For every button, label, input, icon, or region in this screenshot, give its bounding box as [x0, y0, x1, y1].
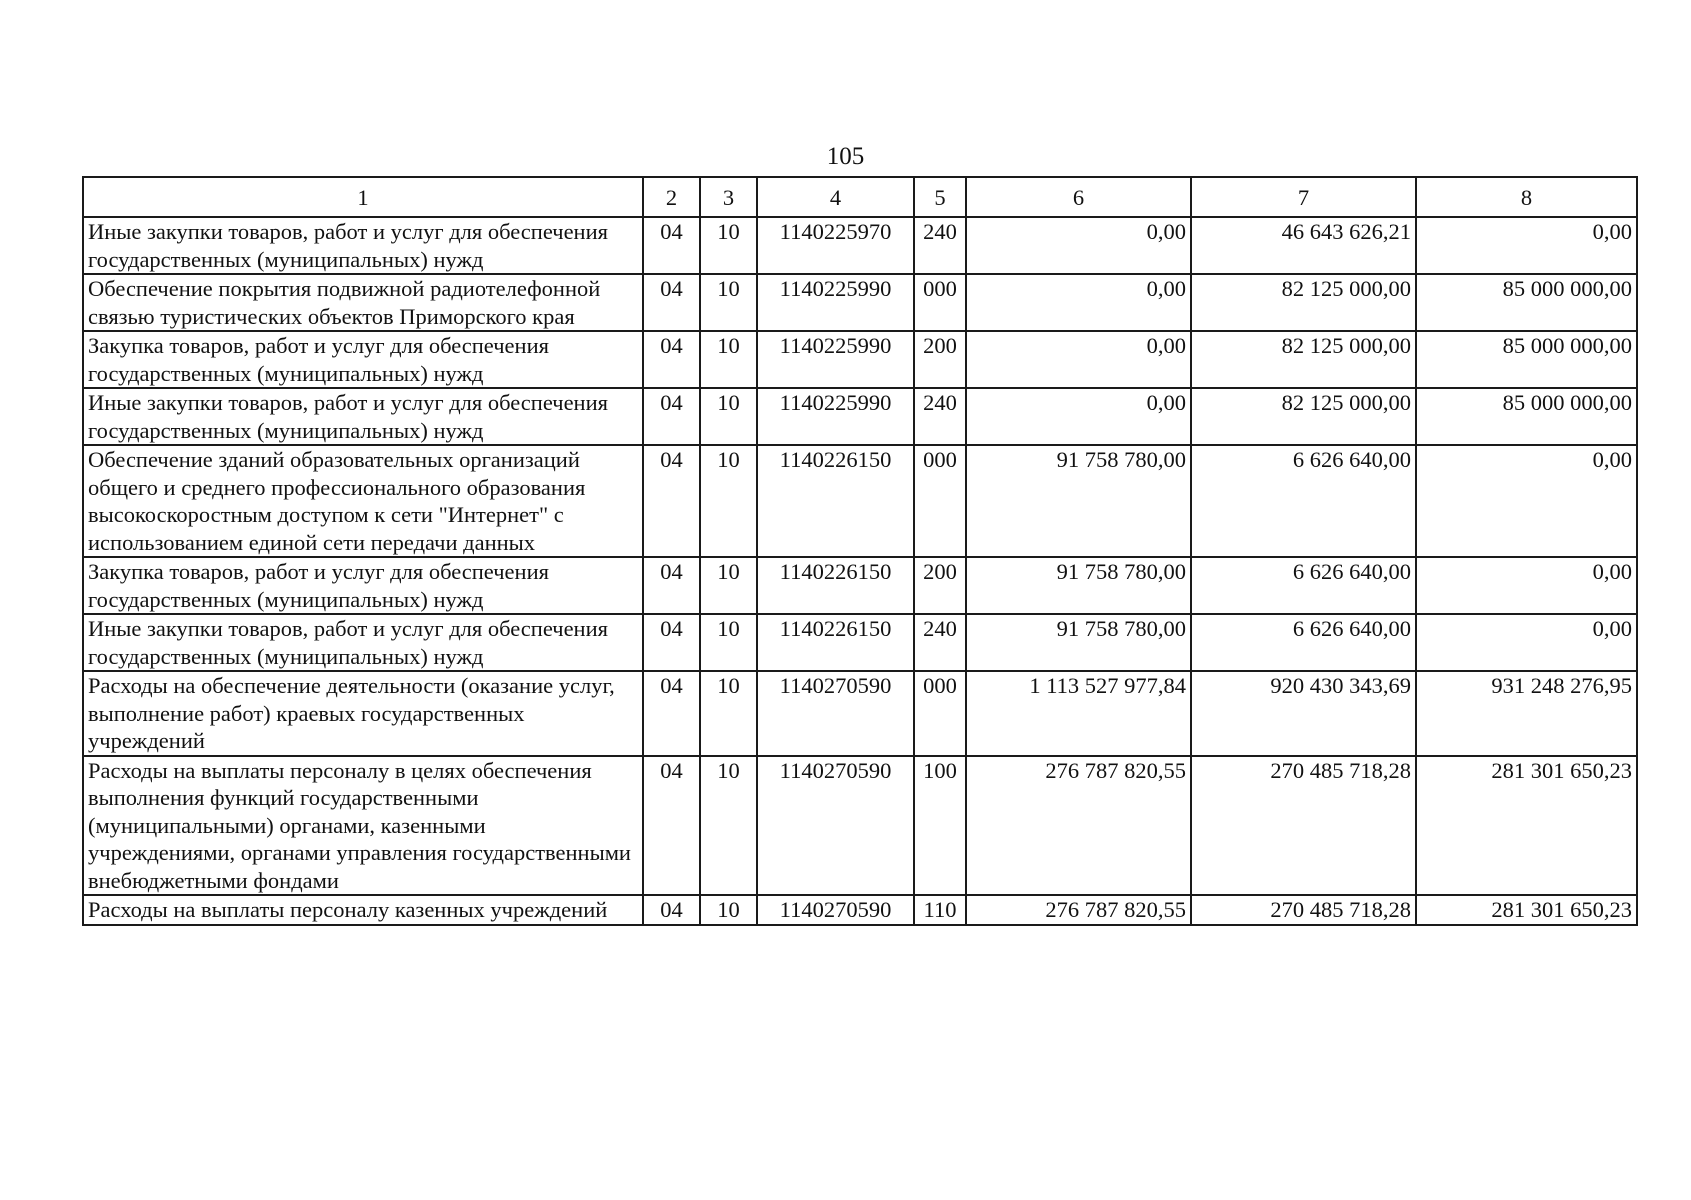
expense-type-code: 000 [914, 445, 966, 557]
amount-col-8: 0,00 [1416, 557, 1637, 614]
amount-col-6: 0,00 [966, 217, 1191, 274]
expense-type-code: 200 [914, 557, 966, 614]
target-code: 1140226150 [757, 557, 914, 614]
table-body [83, 217, 1637, 925]
amount-col-6: 276 787 820,55 [966, 895, 1191, 925]
subsection-code: 10 [700, 671, 757, 756]
target-code: 1140225970 [757, 217, 914, 274]
subsection-code: 10 [700, 756, 757, 896]
expense-type-code: 000 [914, 274, 966, 331]
section-code: 04 [643, 671, 700, 756]
expense-type-code: 000 [914, 671, 966, 756]
expense-name: Расходы на обеспечение деятельности (оказание услуг, выполнение работ) краевых государственных учреждений [83, 671, 643, 756]
subsection-code: 10 [700, 274, 757, 331]
section-code: 04 [643, 445, 700, 557]
header-row [83, 177, 1637, 217]
section-code: 04 [643, 756, 700, 896]
target-code: 1140225990 [757, 331, 914, 388]
budget-table [82, 176, 1638, 926]
amount-col-8: 0,00 [1416, 614, 1637, 671]
amount-col-6: 0,00 [966, 274, 1191, 331]
target-code: 1140226150 [757, 614, 914, 671]
table-row [83, 217, 1637, 274]
table-row [83, 671, 1637, 756]
header-col-1: 1 [83, 177, 643, 217]
expense-name: Закупка товаров, работ и услуг для обеспечения государственных (муниципальных) нужд [83, 331, 643, 388]
table-row [83, 557, 1637, 614]
expense-type-code: 200 [914, 331, 966, 388]
section-code: 04 [643, 614, 700, 671]
amount-col-7: 6 626 640,00 [1191, 445, 1416, 557]
amount-col-7: 46 643 626,21 [1191, 217, 1416, 274]
subsection-code: 10 [700, 445, 757, 557]
expense-name: Иные закупки товаров, работ и услуг для обеспечения государственных (муниципальных) нужд [83, 388, 643, 445]
amount-col-8: 85 000 000,00 [1416, 388, 1637, 445]
header-col-5: 5 [914, 177, 966, 217]
amount-col-8: 281 301 650,23 [1416, 895, 1637, 925]
target-code: 1140270590 [757, 895, 914, 925]
target-code: 1140226150 [757, 445, 914, 557]
header-col-6: 6 [966, 177, 1191, 217]
header-col-4: 4 [757, 177, 914, 217]
page-number: 105 [826, 143, 865, 170]
section-code: 04 [643, 895, 700, 925]
amount-col-8: 0,00 [1416, 217, 1637, 274]
header-col-2: 2 [643, 177, 700, 217]
expense-type-code: 110 [914, 895, 966, 925]
table-row [83, 756, 1637, 896]
expense-type-code: 100 [914, 756, 966, 896]
subsection-code: 10 [700, 331, 757, 388]
table-header [83, 177, 1637, 217]
amount-col-7: 270 485 718,28 [1191, 756, 1416, 896]
expense-name: Расходы на выплаты персоналу в целях обеспечения выполнения функций государственными (муниципальными) органами, казенными учреждениями, органами управления государственными внебюджетными фондами [83, 756, 643, 896]
amount-col-6: 91 758 780,00 [966, 445, 1191, 557]
section-code: 04 [643, 331, 700, 388]
amount-col-7: 6 626 640,00 [1191, 614, 1416, 671]
expense-name: Обеспечение зданий образовательных организаций общего и среднего профессионального образования высокоскоростным доступом к сети "Интернет" с использованием единой сети передачи данных [83, 445, 643, 557]
amount-col-8: 281 301 650,23 [1416, 756, 1637, 896]
header-col-3: 3 [700, 177, 757, 217]
amount-col-8: 931 248 276,95 [1416, 671, 1637, 756]
section-code: 04 [643, 388, 700, 445]
target-code: 1140225990 [757, 388, 914, 445]
section-code: 04 [643, 557, 700, 614]
table-row [83, 614, 1637, 671]
expense-type-code: 240 [914, 388, 966, 445]
amount-col-6: 0,00 [966, 331, 1191, 388]
section-code: 04 [643, 274, 700, 331]
subsection-code: 10 [700, 217, 757, 274]
amount-col-7: 82 125 000,00 [1191, 274, 1416, 331]
expense-name: Обеспечение покрытия подвижной радиотелефонной связью туристических объектов Приморского края [83, 274, 643, 331]
table-row [83, 274, 1637, 331]
section-code: 04 [643, 217, 700, 274]
header-col-7: 7 [1191, 177, 1416, 217]
subsection-code: 10 [700, 614, 757, 671]
expense-type-code: 240 [914, 217, 966, 274]
table-row [83, 331, 1637, 388]
table-row [83, 445, 1637, 557]
amount-col-6: 276 787 820,55 [966, 756, 1191, 896]
amount-col-6: 91 758 780,00 [966, 557, 1191, 614]
target-code: 1140225990 [757, 274, 914, 331]
amount-col-7: 82 125 000,00 [1191, 388, 1416, 445]
expense-name: Расходы на выплаты персоналу казенных учреждений [83, 895, 643, 925]
amount-col-7: 270 485 718,28 [1191, 895, 1416, 925]
amount-col-7: 920 430 343,69 [1191, 671, 1416, 756]
amount-col-7: 82 125 000,00 [1191, 331, 1416, 388]
subsection-code: 10 [700, 388, 757, 445]
amount-col-6: 0,00 [966, 388, 1191, 445]
amount-col-8: 0,00 [1416, 445, 1637, 557]
amount-col-6: 1 113 527 977,84 [966, 671, 1191, 756]
expense-name: Иные закупки товаров, работ и услуг для обеспечения государственных (муниципальных) нужд [83, 614, 643, 671]
amount-col-6: 91 758 780,00 [966, 614, 1191, 671]
header-col-8: 8 [1416, 177, 1637, 217]
expense-type-code: 240 [914, 614, 966, 671]
amount-col-7: 6 626 640,00 [1191, 557, 1416, 614]
amount-col-8: 85 000 000,00 [1416, 274, 1637, 331]
table-row [83, 388, 1637, 445]
subsection-code: 10 [700, 557, 757, 614]
expense-name: Иные закупки товаров, работ и услуг для обеспечения государственных (муниципальных) нужд [83, 217, 643, 274]
table-row [83, 895, 1637, 925]
amount-col-8: 85 000 000,00 [1416, 331, 1637, 388]
target-code: 1140270590 [757, 756, 914, 896]
expense-name: Закупка товаров, работ и услуг для обеспечения государственных (муниципальных) нужд [83, 557, 643, 614]
subsection-code: 10 [700, 895, 757, 925]
target-code: 1140270590 [757, 671, 914, 756]
